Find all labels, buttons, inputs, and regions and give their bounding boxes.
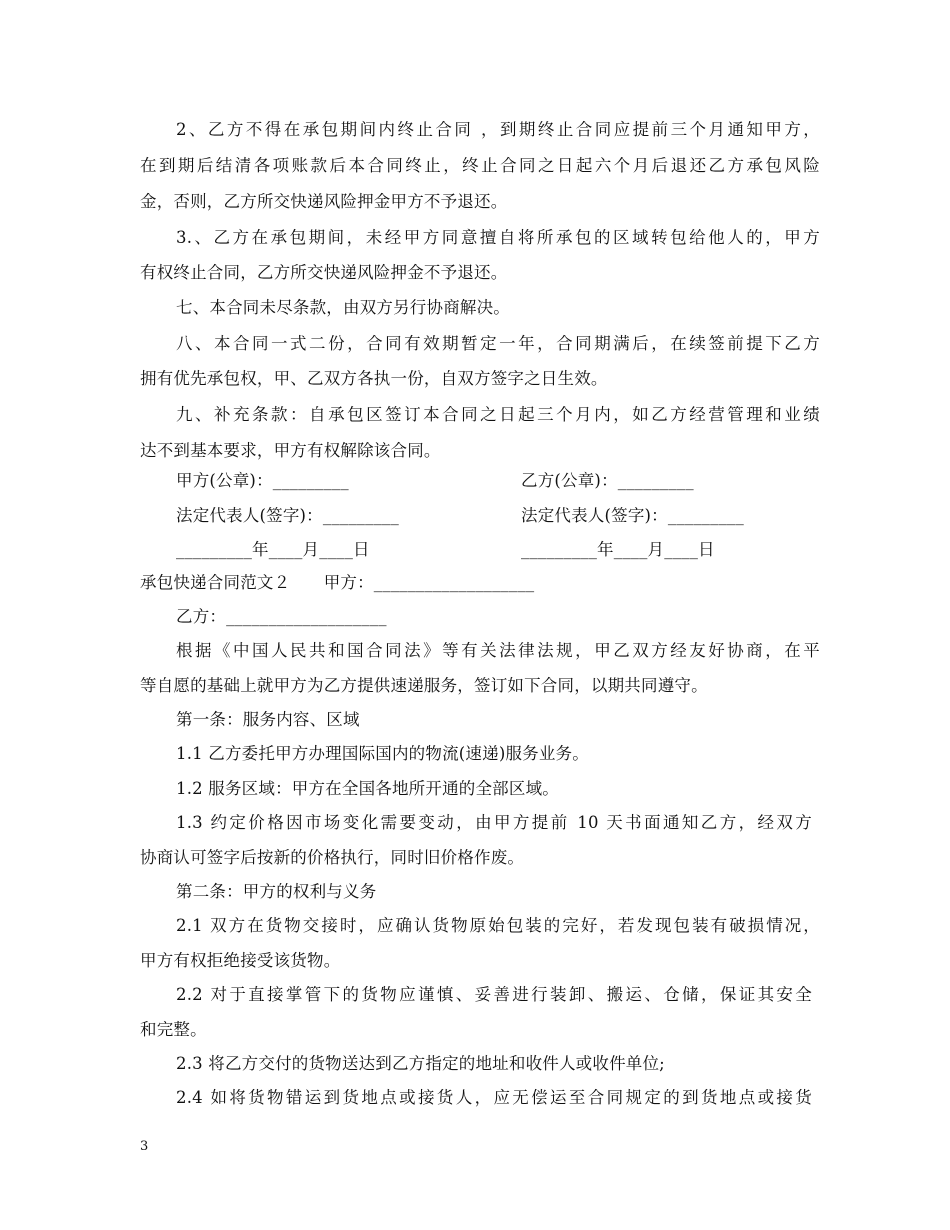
clause-line: 2.3 将乙方交付的货物送达到乙方指定的地址和收件人或收件单位; — [176, 1054, 665, 1073]
party-b-date-field: _________年____月____日 — [521, 540, 715, 559]
clause-line: 和完整。 — [140, 1020, 207, 1039]
paragraph-line: 九、补充条款：自承包区签订本合同之日起三个月内，如乙方经营管理和业绩 — [176, 405, 820, 424]
page-number: 3 — [140, 1139, 149, 1154]
party-b-line: 乙方：___________________ — [176, 607, 387, 626]
section-title-line: 承包快递合同范文２ 甲方：___________________ — [140, 573, 535, 592]
clause-line: 1.3 约定价格因市场变化需要变动，由甲方提前 10 天书面通知乙方，经双方 — [176, 813, 812, 832]
clause-line: 1.1 乙方委托甲方办理国际国内的物流(速递)服务业务。 — [176, 744, 589, 763]
clause-line: 1.2 服务区域：甲方在全国各地所开通的全部区域。 — [176, 779, 559, 798]
clause-line: 2.4 如将货物错运到货地点或接货人，应无偿运至合同规定的到货地点或接货 — [176, 1088, 812, 1107]
party-a-seal-field: 甲方(公章)：_________ — [176, 471, 349, 490]
paragraph-line: 金，否则，乙方所交快递风险押金甲方不予退还。 — [140, 192, 508, 211]
paragraph-line: 3.、乙方在承包期间，未经甲方同意擅自将所承包的区域转包给他人的，甲方 — [176, 228, 820, 247]
party-a-rep-field: 法定代表人(签字)：_________ — [176, 506, 399, 525]
clause-line: 2.2 对于直接掌管下的货物应谨慎、妥善进行装卸、搬运、仓储，保证其安全 — [176, 985, 812, 1004]
party-a-date-field: _________年____月____日 — [176, 540, 370, 559]
clause-line: 2.1 双方在货物交接时，应确认货物原始包装的完好，若发现包装有破损情况， — [176, 916, 820, 935]
clause-line: 协商认可签字后按新的价格执行，同时旧价格作废。 — [140, 848, 525, 867]
paragraph-line: 在到期后结清各项账款后本合同终止，终止合同之日起六个月后退还乙方承包风险 — [140, 156, 820, 175]
article-heading: 第二条：甲方的权利与义务 — [176, 882, 377, 901]
paragraph-line: 八、本合同一式二份，合同有效期暂定一年，合同期满后，在续签前提下乙方 — [176, 334, 820, 353]
paragraph-line: 拥有优先承包权，甲、乙双方各执一份，自双方签字之日生效。 — [140, 369, 608, 388]
article-heading: 第一条：服务内容、区域 — [176, 710, 360, 729]
paragraph-line: 有权终止合同，乙方所交快递风险押金不予退还。 — [140, 263, 508, 282]
party-b-rep-field: 法定代表人(签字)：_________ — [521, 506, 744, 525]
paragraph-line: 等自愿的基础上就甲方为乙方提供速递服务，签订如下合同，以期共同遵守。 — [140, 676, 708, 695]
paragraph-line: 2、乙方不得在承包期间内终止合同 ，到期终止合同应提前三个月通知甲方， — [176, 120, 820, 139]
party-b-seal-field: 乙方(公章)：_________ — [521, 471, 694, 490]
paragraph-line: 根据《中国人民共和国合同法》等有关法律法规，甲乙双方经友好协商，在平 — [176, 641, 820, 660]
clause-line: 甲方有权拒绝接受该货物。 — [140, 951, 341, 970]
paragraph-line: 达不到基本要求，甲方有权解除该合同。 — [140, 441, 441, 460]
paragraph-line: 七、本合同未尽条款，由双方另行协商解决。 — [176, 298, 510, 317]
